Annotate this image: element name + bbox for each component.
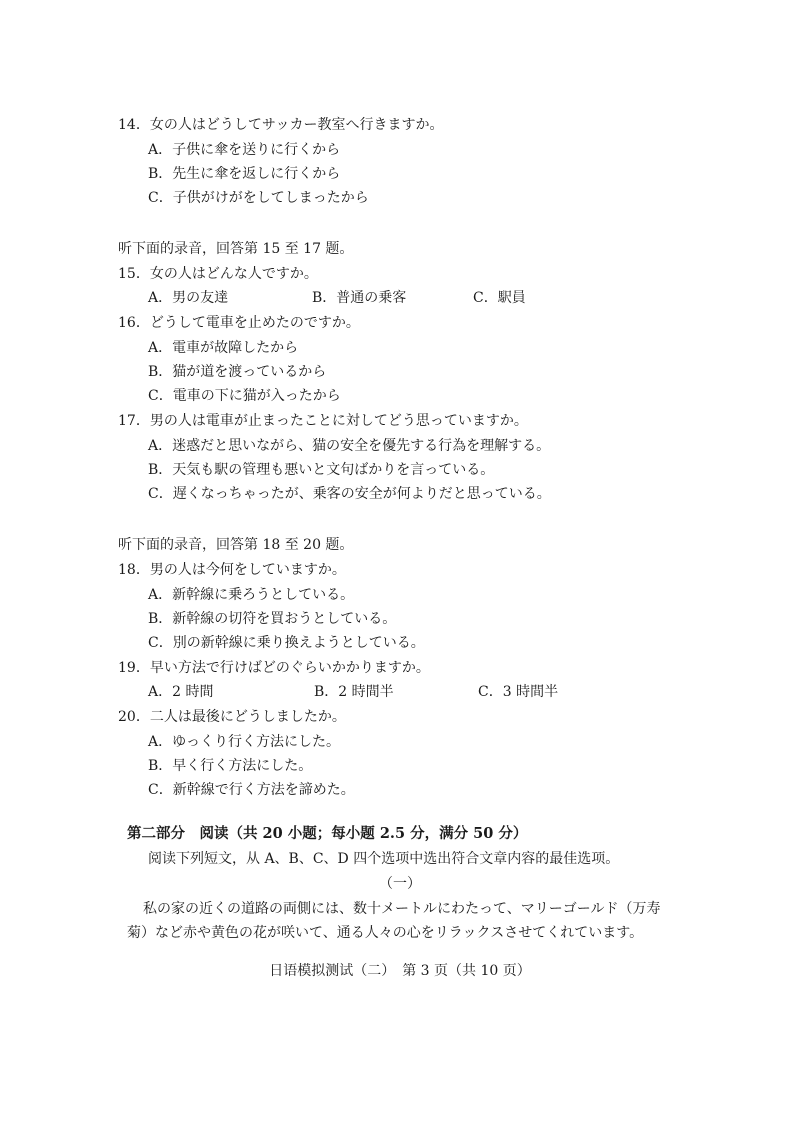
question-18-stem: 18．男の人は今何をしていますか。 bbox=[118, 562, 346, 578]
question-14-option-a: A．子供に傘を送りに行くから bbox=[148, 142, 341, 158]
question-14-option-b: B．先生に傘を返しに行くから bbox=[148, 166, 341, 182]
listening-group-header-18-20: 听下面的录音，回答第 18 至 20 题。 bbox=[118, 537, 354, 553]
question-19-option-a: A．2 時間 bbox=[148, 684, 214, 700]
question-20-stem: 20．二人は最後にどうしましたか。 bbox=[118, 709, 346, 725]
question-15-option-b: B．普通の乗客 bbox=[312, 290, 407, 306]
question-15-option-a: A．男の友達 bbox=[148, 290, 229, 306]
question-17-stem: 17．男の人は電車が止まったことに対してどう思っていますか。 bbox=[118, 413, 528, 429]
question-18-option-b: B．新幹線の切符を買おうとしている。 bbox=[148, 611, 397, 627]
page-footer: 日语模拟测试（二） 第 3 页（共 10 页） bbox=[269, 963, 531, 979]
question-17-option-b: B．天気も駅の管理も悪いと文句ばかりを言っている。 bbox=[148, 462, 495, 478]
question-14-option-c: C．子供がけがをしてしまったから bbox=[148, 190, 369, 206]
question-20-option-b: B．早く行く方法にした。 bbox=[148, 758, 313, 774]
question-16-option-b: B．猫が道を渡っているから bbox=[148, 364, 327, 380]
question-20-option-a: A．ゆっくり行く方法にした。 bbox=[148, 734, 340, 750]
question-19-options bbox=[148, 683, 708, 701]
question-15-options bbox=[148, 289, 708, 307]
listening-group-header-15-17: 听下面的录音，回答第 15 至 17 题。 bbox=[118, 241, 354, 257]
question-15-stem: 15．女の人はどんな人ですか。 bbox=[118, 266, 318, 282]
question-15-option-c: C．駅員 bbox=[473, 290, 526, 306]
question-17-option-a: A．迷惑だと思いながら、猫の安全を優先する行為を理解する。 bbox=[148, 438, 551, 454]
question-16-stem: 16．どうして電車を止めたのですか。 bbox=[118, 315, 360, 331]
question-18-option-c: C．別の新幹線に乗り換えようとしている。 bbox=[148, 635, 425, 651]
question-16-option-c: C．電車の下に猫が入ったから bbox=[148, 388, 341, 404]
question-14-stem: 14．女の人はどうしてサッカー教室へ行きますか。 bbox=[118, 117, 444, 133]
question-17-option-c: C．遅くなっちゃったが、乗客の安全が何よりだと思っている。 bbox=[148, 486, 551, 502]
question-19-stem: 19．早い方法で行けばどのぐらいかかりますか。 bbox=[118, 660, 430, 676]
passage-number: （一） bbox=[379, 876, 421, 892]
passage-line-1: 私の家の近くの道路の両側には、数十メートルにわたって、マリーゴールド（万寿 bbox=[143, 901, 661, 917]
question-19-option-c: C．3 時間半 bbox=[478, 684, 559, 700]
question-19-option-b: B．2 時間半 bbox=[314, 684, 394, 700]
section-2-instruction: 阅读下列短文，从 A、B、C、D 四个选项中选出符合文章内容的最佳选项。 bbox=[148, 851, 620, 867]
question-18-option-a: A．新幹線に乗ろうとしている。 bbox=[148, 587, 355, 603]
question-16-option-a: A．電車が故障したから bbox=[148, 340, 299, 356]
question-20-option-c: C．新幹線で行く方法を諦めた。 bbox=[148, 782, 355, 798]
passage-line-2: 菊）など赤や黄色の花が咲いて、通る人々の心をリラックスさせてくれています。 bbox=[127, 925, 644, 941]
section-2-title: 第二部分 阅读（共 20 小题；每小题 2.5 分，满分 50 分） bbox=[127, 825, 528, 842]
